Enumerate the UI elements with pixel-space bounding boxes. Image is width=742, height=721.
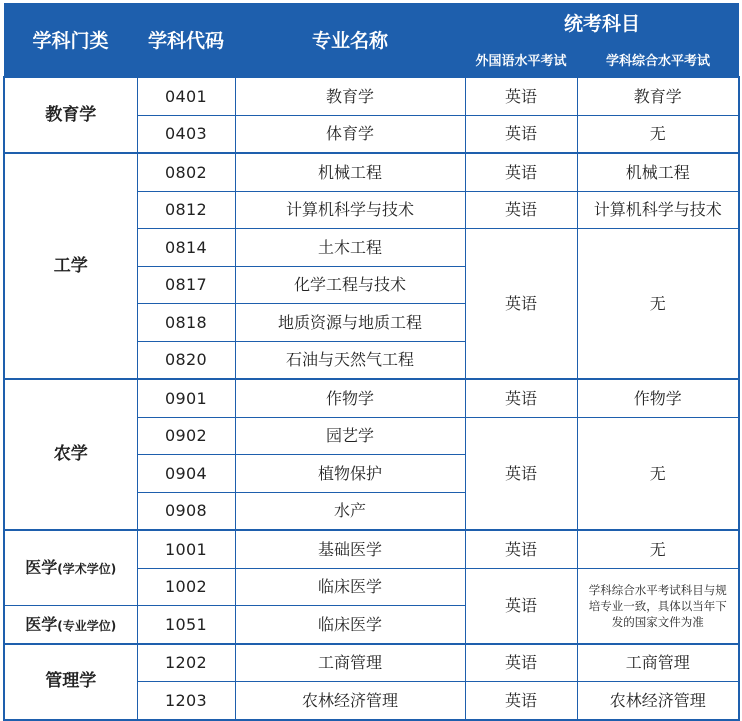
comprehensive-exam-merged-cell: 无 xyxy=(577,229,739,380)
header-discipline-category: 学科门类 xyxy=(4,3,137,77)
table-header xyxy=(4,3,739,77)
category-management: 管理学 xyxy=(4,644,137,720)
table-body xyxy=(4,77,739,720)
foreign-exam-cell: 英语 xyxy=(465,682,577,720)
foreign-exam-cell: 英语 xyxy=(465,530,577,568)
header-unified-exam: 统考科目 xyxy=(465,3,739,42)
foreign-exam-cell: 英语 xyxy=(465,379,577,417)
comprehensive-exam-cell: 农林经济管理 xyxy=(577,682,739,720)
foreign-exam-cell: 英语 xyxy=(465,115,577,153)
comprehensive-exam-cell: 工商管理 xyxy=(577,644,739,682)
major-cell: 地质资源与地质工程 xyxy=(235,304,465,342)
category-medicine-academic xyxy=(4,530,137,606)
comprehensive-exam-cell: 教育学 xyxy=(577,77,739,115)
foreign-exam-merged-cell: 英语 xyxy=(465,229,577,380)
foreign-exam-cell: 英语 xyxy=(465,77,577,115)
major-cell: 计算机科学与技术 xyxy=(235,191,465,229)
table-row xyxy=(4,77,739,115)
table-row xyxy=(4,644,739,682)
degree-type-label: (学术学位) xyxy=(57,562,117,577)
category-medicine-professional xyxy=(4,606,137,644)
code-cell: 1002 xyxy=(137,568,235,606)
category-label: 医学 xyxy=(25,558,58,578)
comprehensive-exam-note: 学科综合水平考试科目与规培专业一致，具体以当年下发的国家文件为准 xyxy=(577,568,739,644)
major-cell: 水产 xyxy=(235,492,465,530)
code-cell: 1051 xyxy=(137,606,235,644)
code-cell: 0901 xyxy=(137,379,235,417)
table-row xyxy=(4,379,739,417)
comprehensive-exam-cell: 机械工程 xyxy=(577,153,739,191)
major-cell: 教育学 xyxy=(235,77,465,115)
major-cell: 作物学 xyxy=(235,379,465,417)
major-cell: 临床医学 xyxy=(235,606,465,644)
code-cell: 0817 xyxy=(137,266,235,304)
code-cell: 0802 xyxy=(137,153,235,191)
header-foreign-language-exam: 外国语水平考试 xyxy=(465,42,577,77)
major-cell: 工商管理 xyxy=(235,644,465,682)
header-discipline-code: 学科代码 xyxy=(137,3,235,77)
code-cell: 1202 xyxy=(137,644,235,682)
table-row xyxy=(4,530,739,568)
foreign-exam-cell: 英语 xyxy=(465,153,577,191)
header-major-name: 专业名称 xyxy=(235,3,465,77)
code-cell: 0902 xyxy=(137,417,235,455)
major-cell: 土木工程 xyxy=(235,229,465,267)
major-cell: 农林经济管理 xyxy=(235,682,465,720)
comprehensive-exam-cell: 计算机科学与技术 xyxy=(577,191,739,229)
degree-type-label: (专业学位) xyxy=(57,618,117,633)
table-row xyxy=(4,153,739,191)
major-cell: 植物保护 xyxy=(235,455,465,493)
exam-subjects-table-container xyxy=(3,3,740,721)
code-cell: 0820 xyxy=(137,341,235,379)
code-cell: 0812 xyxy=(137,191,235,229)
major-cell: 石油与天然气工程 xyxy=(235,341,465,379)
exam-subjects-table xyxy=(3,3,740,721)
category-label: 医学 xyxy=(25,614,58,634)
code-cell: 0814 xyxy=(137,229,235,267)
code-cell: 0818 xyxy=(137,304,235,342)
major-cell: 化学工程与技术 xyxy=(235,266,465,304)
foreign-exam-cell: 英语 xyxy=(465,644,577,682)
category-education: 教育学 xyxy=(4,77,137,153)
foreign-exam-merged-cell: 英语 xyxy=(465,417,577,530)
major-cell: 机械工程 xyxy=(235,153,465,191)
code-cell: 0908 xyxy=(137,492,235,530)
category-engineering: 工学 xyxy=(4,153,137,379)
comprehensive-exam-merged-cell: 无 xyxy=(577,417,739,530)
major-cell: 基础医学 xyxy=(235,530,465,568)
header-comprehensive-exam: 学科综合水平考试 xyxy=(577,42,739,77)
code-cell: 0904 xyxy=(137,455,235,493)
major-cell: 体育学 xyxy=(235,115,465,153)
major-cell: 园艺学 xyxy=(235,417,465,455)
comprehensive-exam-cell: 无 xyxy=(577,115,739,153)
major-cell: 临床医学 xyxy=(235,568,465,606)
code-cell: 1203 xyxy=(137,682,235,720)
foreign-exam-merged-cell: 英语 xyxy=(465,568,577,644)
comprehensive-exam-cell: 作物学 xyxy=(577,379,739,417)
category-agriculture: 农学 xyxy=(4,379,137,530)
code-cell: 1001 xyxy=(137,530,235,568)
foreign-exam-cell: 英语 xyxy=(465,191,577,229)
code-cell: 0401 xyxy=(137,77,235,115)
code-cell: 0403 xyxy=(137,115,235,153)
comprehensive-exam-cell: 无 xyxy=(577,530,739,568)
